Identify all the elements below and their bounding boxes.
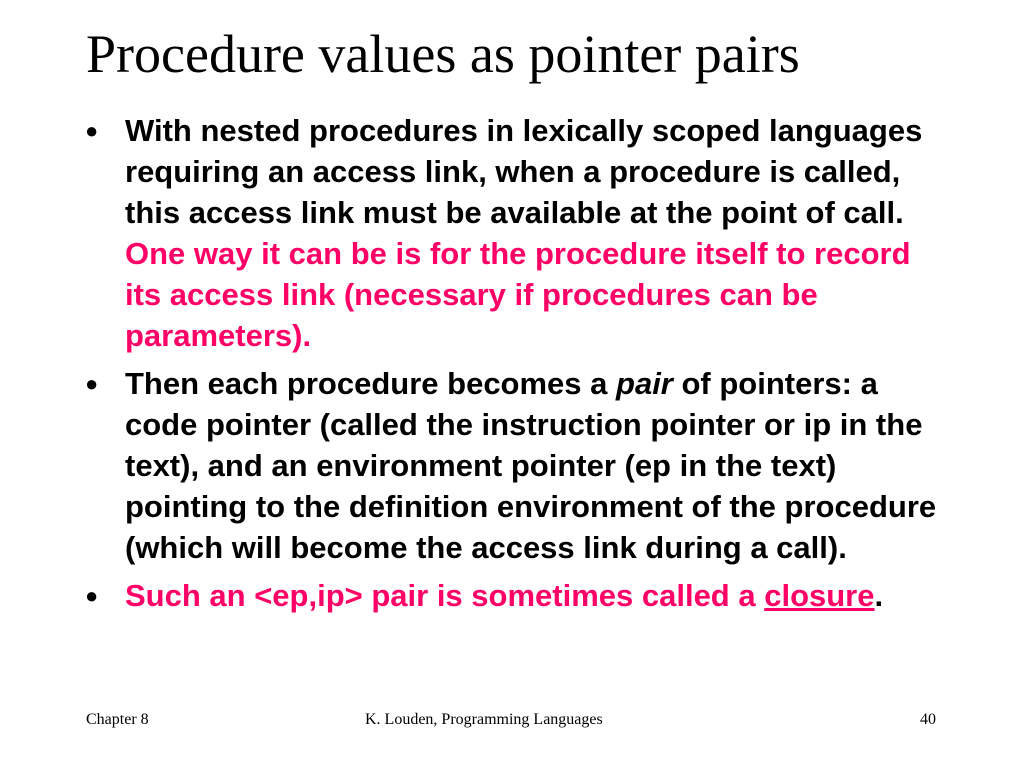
bullet-text-plain: Then each procedure becomes a — [125, 366, 617, 401]
footer-author: K. Louden, Programming Languages — [365, 711, 603, 728]
bullet-dot-icon: ● — [85, 583, 99, 608]
bullet-text — [125, 575, 945, 616]
bullet-text-period: . — [874, 578, 884, 613]
slide-title: Procedure values as pointer pairs — [86, 24, 800, 84]
closure-term: closure — [764, 578, 875, 613]
bullet-text-highlight: Such an <ep,ip> pair is sometimes called a — [125, 578, 765, 613]
bullet-text — [125, 363, 945, 568]
footer-chapter: Chapter 8 — [86, 711, 149, 728]
bullet-text-highlight: One way it can be is for the procedure itself to record its access link (necessary if procedures can be parameters). — [125, 236, 911, 353]
bullet-dot-icon: ● — [85, 371, 99, 396]
bullet-text-plain: With nested procedures in lexically scoped languages requiring an access link, when a procedure is called, this access link must be available at the point of call. — [125, 113, 923, 230]
bullet-text — [125, 110, 945, 356]
bullet-text-italic: pair — [616, 366, 673, 401]
bullet-list — [85, 110, 945, 623]
bullet-text-plain: of pointers: a code pointer (called the instruction pointer or ip in the text), and an environment pointer (ep in the text) pointing to the definition environment of the procedure (which will become the access link during a call). — [125, 366, 937, 565]
bullet-item — [85, 575, 945, 616]
bullet-dot-icon: ● — [85, 118, 99, 143]
footer-page-number: 40 — [920, 711, 936, 728]
bullet-item — [85, 363, 945, 568]
bullet-item — [85, 110, 945, 356]
